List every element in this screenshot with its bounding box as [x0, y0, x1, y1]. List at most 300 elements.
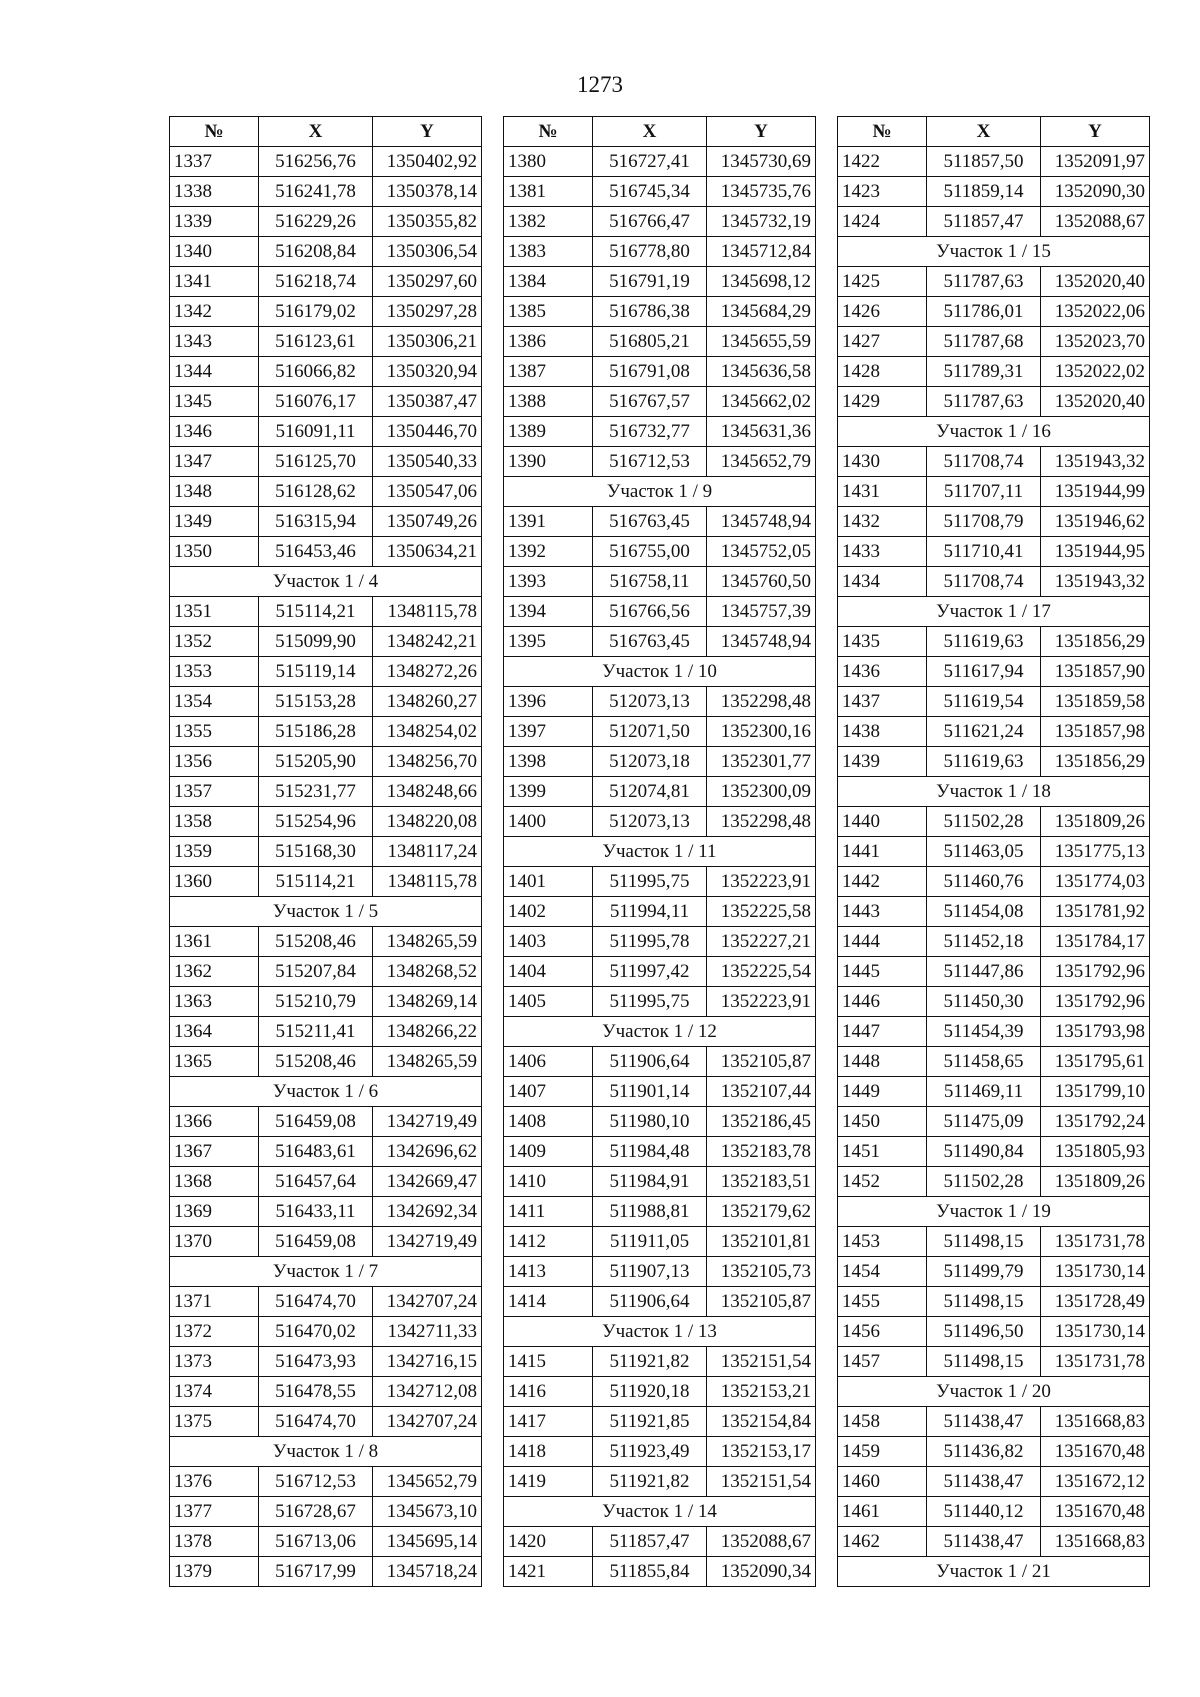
- y-coordinate: 1348254,02: [373, 717, 482, 747]
- table-row: [170, 207, 482, 237]
- table-row: [838, 717, 1150, 747]
- x-coordinate: 511901,14: [593, 1077, 707, 1107]
- y-coordinate: 1342711,33: [373, 1317, 482, 1347]
- y-coordinate: 1348115,78: [373, 867, 482, 897]
- section-title: Участок 1 / 6: [170, 1077, 482, 1107]
- y-coordinate: 1351670,48: [1041, 1497, 1150, 1527]
- y-coordinate: 1350320,94: [373, 357, 482, 387]
- y-coordinate: 1345718,24: [373, 1557, 482, 1587]
- table-row: [170, 867, 482, 897]
- x-coordinate: 516459,08: [259, 1227, 373, 1257]
- table-row: [838, 357, 1150, 387]
- table-row: [504, 1047, 816, 1077]
- table-row: [170, 1227, 482, 1257]
- y-coordinate: 1352301,77: [707, 747, 816, 777]
- y-coordinate: 1345760,50: [707, 567, 816, 597]
- point-number: 1372: [170, 1317, 259, 1347]
- table-row: [504, 447, 816, 477]
- y-coordinate: 1348269,14: [373, 987, 482, 1017]
- y-coordinate: 1352153,17: [707, 1437, 816, 1467]
- y-coordinate: 1352154,84: [707, 1407, 816, 1437]
- y-coordinate: 1351730,14: [1041, 1317, 1150, 1347]
- point-number: 1430: [838, 447, 927, 477]
- point-number: 1403: [504, 927, 593, 957]
- table-row: [504, 177, 816, 207]
- point-number: 1404: [504, 957, 593, 987]
- y-coordinate: 1351856,29: [1041, 747, 1150, 777]
- point-number: 1452: [838, 1167, 927, 1197]
- point-number: 1366: [170, 1107, 259, 1137]
- x-coordinate: 516315,94: [259, 507, 373, 537]
- y-coordinate: 1345752,05: [707, 537, 816, 567]
- table-row: [170, 1527, 482, 1557]
- point-number: 1415: [504, 1347, 593, 1377]
- y-coordinate: 1351944,99: [1041, 477, 1150, 507]
- table-row: [504, 1107, 816, 1137]
- x-coordinate: 516712,53: [259, 1467, 373, 1497]
- point-number: 1382: [504, 207, 593, 237]
- x-coordinate: 511855,84: [593, 1557, 707, 1587]
- y-coordinate: 1345652,79: [707, 447, 816, 477]
- table-row: [838, 1047, 1150, 1077]
- y-coordinate: 1342669,47: [373, 1167, 482, 1197]
- table-row: [838, 897, 1150, 927]
- section-row: [170, 1437, 482, 1467]
- table-row: [504, 297, 816, 327]
- y-coordinate: 1351859,58: [1041, 687, 1150, 717]
- x-coordinate: 516732,77: [593, 417, 707, 447]
- x-coordinate: 516478,55: [259, 1377, 373, 1407]
- y-coordinate: 1352225,58: [707, 897, 816, 927]
- x-coordinate: 511454,08: [927, 897, 1041, 927]
- y-coordinate: 1350749,26: [373, 507, 482, 537]
- y-coordinate: 1351792,96: [1041, 987, 1150, 1017]
- point-number: 1374: [170, 1377, 259, 1407]
- section-row: [838, 1197, 1150, 1227]
- table-row: [504, 927, 816, 957]
- header-number: №: [838, 117, 927, 147]
- y-coordinate: 1352151,54: [707, 1347, 816, 1377]
- table-row: [504, 687, 816, 717]
- y-coordinate: 1351944,95: [1041, 537, 1150, 567]
- y-coordinate: 1352179,62: [707, 1197, 816, 1227]
- y-coordinate: 1342719,49: [373, 1107, 482, 1137]
- x-coordinate: 515114,21: [259, 597, 373, 627]
- point-number: 1367: [170, 1137, 259, 1167]
- x-coordinate: 511997,42: [593, 957, 707, 987]
- table-row: [170, 1107, 482, 1137]
- point-number: 1371: [170, 1287, 259, 1317]
- section-row: [504, 657, 816, 687]
- y-coordinate: 1345684,29: [707, 297, 816, 327]
- header-number: №: [170, 117, 259, 147]
- table-row: [838, 507, 1150, 537]
- x-coordinate: 511617,94: [927, 657, 1041, 687]
- point-number: 1358: [170, 807, 259, 837]
- table-header-row: [504, 117, 816, 147]
- section-row: [170, 1257, 482, 1287]
- table-row: [504, 1167, 816, 1197]
- x-coordinate: 511980,10: [593, 1107, 707, 1137]
- y-coordinate: 1351792,96: [1041, 957, 1150, 987]
- y-coordinate: 1350446,70: [373, 417, 482, 447]
- table-row: [838, 477, 1150, 507]
- table-row: [838, 1137, 1150, 1167]
- x-coordinate: 511490,84: [927, 1137, 1041, 1167]
- point-number: 1425: [838, 267, 927, 297]
- section-row: [170, 567, 482, 597]
- section-row: [504, 1317, 816, 1347]
- table-row: [838, 327, 1150, 357]
- section-title: Участок 1 / 9: [504, 477, 816, 507]
- point-number: 1357: [170, 777, 259, 807]
- x-coordinate: 511857,47: [593, 1527, 707, 1557]
- y-coordinate: 1351728,49: [1041, 1287, 1150, 1317]
- y-coordinate: 1352023,70: [1041, 327, 1150, 357]
- point-number: 1443: [838, 897, 927, 927]
- point-number: 1414: [504, 1287, 593, 1317]
- y-coordinate: 1348115,78: [373, 597, 482, 627]
- table-row: [838, 267, 1150, 297]
- point-number: 1394: [504, 597, 593, 627]
- section-title: Участок 1 / 21: [838, 1557, 1150, 1587]
- section-title: Участок 1 / 19: [838, 1197, 1150, 1227]
- table-row: [170, 237, 482, 267]
- x-coordinate: 511498,15: [927, 1347, 1041, 1377]
- y-coordinate: 1352107,44: [707, 1077, 816, 1107]
- point-number: 1337: [170, 147, 259, 177]
- x-coordinate: 515119,14: [259, 657, 373, 687]
- point-number: 1359: [170, 837, 259, 867]
- point-number: 1389: [504, 417, 593, 447]
- table-row: [838, 957, 1150, 987]
- y-coordinate: 1351792,24: [1041, 1107, 1150, 1137]
- point-number: 1455: [838, 1287, 927, 1317]
- x-coordinate: 511708,79: [927, 507, 1041, 537]
- x-coordinate: 512073,13: [593, 807, 707, 837]
- y-coordinate: 1350355,82: [373, 207, 482, 237]
- x-coordinate: 516717,99: [259, 1557, 373, 1587]
- y-coordinate: 1352091,97: [1041, 147, 1150, 177]
- x-coordinate: 511857,47: [927, 207, 1041, 237]
- table-row: [504, 1287, 816, 1317]
- x-coordinate: 515211,41: [259, 1017, 373, 1047]
- y-coordinate: 1352101,81: [707, 1227, 816, 1257]
- x-coordinate: 511906,64: [593, 1287, 707, 1317]
- section-title: Участок 1 / 12: [504, 1017, 816, 1047]
- y-coordinate: 1351857,90: [1041, 657, 1150, 687]
- table-row: [504, 537, 816, 567]
- coordinates-table-2: [503, 116, 816, 1587]
- table-header-row: [838, 117, 1150, 147]
- y-coordinate: 1351943,32: [1041, 447, 1150, 477]
- x-coordinate: 516123,61: [259, 327, 373, 357]
- point-number: 1364: [170, 1017, 259, 1047]
- table-row: [170, 657, 482, 687]
- point-number: 1392: [504, 537, 593, 567]
- point-number: 1421: [504, 1557, 593, 1587]
- table-row: [504, 987, 816, 1017]
- point-number: 1386: [504, 327, 593, 357]
- section-row: [504, 1017, 816, 1047]
- point-number: 1438: [838, 717, 927, 747]
- point-number: 1461: [838, 1497, 927, 1527]
- y-coordinate: 1348242,21: [373, 627, 482, 657]
- y-coordinate: 1342707,24: [373, 1407, 482, 1437]
- table-row: [170, 747, 482, 777]
- table-row: [170, 177, 482, 207]
- y-coordinate: 1352153,21: [707, 1377, 816, 1407]
- table-row: [504, 1227, 816, 1257]
- point-number: 1416: [504, 1377, 593, 1407]
- table-row: [170, 1287, 482, 1317]
- table-row: [504, 147, 816, 177]
- header-x: X: [259, 117, 373, 147]
- y-coordinate: 1352022,06: [1041, 297, 1150, 327]
- x-coordinate: 516125,70: [259, 447, 373, 477]
- x-coordinate: 511438,47: [927, 1467, 1041, 1497]
- point-number: 1343: [170, 327, 259, 357]
- point-number: 1399: [504, 777, 593, 807]
- table-row: [504, 717, 816, 747]
- y-coordinate: 1351793,98: [1041, 1017, 1150, 1047]
- point-number: 1407: [504, 1077, 593, 1107]
- x-coordinate: 511469,11: [927, 1077, 1041, 1107]
- table-row: [170, 327, 482, 357]
- y-coordinate: 1352088,67: [1041, 207, 1150, 237]
- table-row: [504, 1257, 816, 1287]
- point-number: 1419: [504, 1467, 593, 1497]
- table-row: [170, 417, 482, 447]
- point-number: 1362: [170, 957, 259, 987]
- x-coordinate: 511988,81: [593, 1197, 707, 1227]
- table-row: [504, 777, 816, 807]
- section-title: Участок 1 / 15: [838, 237, 1150, 267]
- table-row: [504, 597, 816, 627]
- section-row: [838, 237, 1150, 267]
- y-coordinate: 1345748,94: [707, 507, 816, 537]
- x-coordinate: 516805,21: [593, 327, 707, 357]
- x-coordinate: 516179,02: [259, 297, 373, 327]
- point-number: 1391: [504, 507, 593, 537]
- y-coordinate: 1345730,69: [707, 147, 816, 177]
- point-number: 1350: [170, 537, 259, 567]
- x-coordinate: 511454,39: [927, 1017, 1041, 1047]
- table-row: [838, 177, 1150, 207]
- y-coordinate: 1342692,34: [373, 1197, 482, 1227]
- y-coordinate: 1352300,16: [707, 717, 816, 747]
- y-coordinate: 1352105,87: [707, 1047, 816, 1077]
- table-row: [838, 627, 1150, 657]
- table-row: [838, 1407, 1150, 1437]
- y-coordinate: 1348256,70: [373, 747, 482, 777]
- x-coordinate: 512071,50: [593, 717, 707, 747]
- y-coordinate: 1342696,62: [373, 1137, 482, 1167]
- header-y: Y: [373, 117, 482, 147]
- x-coordinate: 516755,00: [593, 537, 707, 567]
- table-row: [170, 537, 482, 567]
- point-number: 1344: [170, 357, 259, 387]
- x-coordinate: 516713,06: [259, 1527, 373, 1557]
- x-coordinate: 516256,76: [259, 147, 373, 177]
- section-title: Участок 1 / 14: [504, 1497, 816, 1527]
- x-coordinate: 516763,45: [593, 627, 707, 657]
- table-row: [838, 297, 1150, 327]
- x-coordinate: 511502,28: [927, 807, 1041, 837]
- table-row: [170, 147, 482, 177]
- point-number: 1373: [170, 1347, 259, 1377]
- point-number: 1440: [838, 807, 927, 837]
- y-coordinate: 1348272,26: [373, 657, 482, 687]
- table-row: [170, 837, 482, 867]
- section-title: Участок 1 / 10: [504, 657, 816, 687]
- y-coordinate: 1345636,58: [707, 357, 816, 387]
- x-coordinate: 516091,11: [259, 417, 373, 447]
- point-number: 1385: [504, 297, 593, 327]
- x-coordinate: 511496,50: [927, 1317, 1041, 1347]
- table-row: [504, 1407, 816, 1437]
- section-row: [838, 1557, 1150, 1587]
- point-number: 1376: [170, 1467, 259, 1497]
- table-row: [170, 357, 482, 387]
- header-x: X: [593, 117, 707, 147]
- table-row: [838, 747, 1150, 777]
- point-number: 1375: [170, 1407, 259, 1437]
- x-coordinate: 516076,17: [259, 387, 373, 417]
- point-number: 1361: [170, 927, 259, 957]
- table-row: [838, 927, 1150, 957]
- table-row: [170, 1137, 482, 1167]
- x-coordinate: 511786,01: [927, 297, 1041, 327]
- x-coordinate: 511440,12: [927, 1497, 1041, 1527]
- y-coordinate: 1352183,51: [707, 1167, 816, 1197]
- y-coordinate: 1345712,84: [707, 237, 816, 267]
- y-coordinate: 1348266,22: [373, 1017, 482, 1047]
- point-number: 1368: [170, 1167, 259, 1197]
- table-row: [504, 1437, 816, 1467]
- x-coordinate: 512073,13: [593, 687, 707, 717]
- point-number: 1363: [170, 987, 259, 1017]
- y-coordinate: 1352105,87: [707, 1287, 816, 1317]
- x-coordinate: 515231,77: [259, 777, 373, 807]
- point-number: 1453: [838, 1227, 927, 1257]
- x-coordinate: 516457,64: [259, 1167, 373, 1197]
- y-coordinate: 1348265,59: [373, 1047, 482, 1077]
- point-number: 1451: [838, 1137, 927, 1167]
- y-coordinate: 1352300,09: [707, 777, 816, 807]
- y-coordinate: 1351670,48: [1041, 1437, 1150, 1467]
- y-coordinate: 1345735,76: [707, 177, 816, 207]
- section-title: Участок 1 / 13: [504, 1317, 816, 1347]
- y-coordinate: 1351731,78: [1041, 1227, 1150, 1257]
- x-coordinate: 516473,93: [259, 1347, 373, 1377]
- point-number: 1427: [838, 327, 927, 357]
- table-header-row: [170, 117, 482, 147]
- y-coordinate: 1351730,14: [1041, 1257, 1150, 1287]
- y-coordinate: 1352225,54: [707, 957, 816, 987]
- point-number: 1400: [504, 807, 593, 837]
- table-row: [170, 1557, 482, 1587]
- point-number: 1439: [838, 747, 927, 777]
- x-coordinate: 511995,78: [593, 927, 707, 957]
- point-number: 1454: [838, 1257, 927, 1287]
- point-number: 1456: [838, 1317, 927, 1347]
- x-coordinate: 515099,90: [259, 627, 373, 657]
- x-coordinate: 515114,21: [259, 867, 373, 897]
- y-coordinate: 1351795,61: [1041, 1047, 1150, 1077]
- table-row: [504, 1077, 816, 1107]
- point-number: 1422: [838, 147, 927, 177]
- table-row: [170, 957, 482, 987]
- table-row: [170, 687, 482, 717]
- point-number: 1352: [170, 627, 259, 657]
- point-number: 1395: [504, 627, 593, 657]
- table-row: [170, 447, 482, 477]
- x-coordinate: 516791,19: [593, 267, 707, 297]
- x-coordinate: 511710,41: [927, 537, 1041, 567]
- x-coordinate: 516453,46: [259, 537, 373, 567]
- x-coordinate: 516763,45: [593, 507, 707, 537]
- point-number: 1409: [504, 1137, 593, 1167]
- point-number: 1369: [170, 1197, 259, 1227]
- y-coordinate: 1345698,12: [707, 267, 816, 297]
- table-row: [170, 477, 482, 507]
- table-row: [838, 1317, 1150, 1347]
- point-number: 1462: [838, 1527, 927, 1557]
- x-coordinate: 511438,47: [927, 1407, 1041, 1437]
- y-coordinate: 1345662,02: [707, 387, 816, 417]
- y-coordinate: 1348117,24: [373, 837, 482, 867]
- point-number: 1429: [838, 387, 927, 417]
- table-row: [170, 807, 482, 837]
- table-row: [170, 1197, 482, 1227]
- table-row: [504, 1467, 816, 1497]
- y-coordinate: 1352090,30: [1041, 177, 1150, 207]
- coordinates-table-3: [837, 116, 1150, 1587]
- point-number: 1428: [838, 357, 927, 387]
- point-number: 1418: [504, 1437, 593, 1467]
- x-coordinate: 511458,65: [927, 1047, 1041, 1077]
- x-coordinate: 516791,08: [593, 357, 707, 387]
- table-row: [504, 1347, 816, 1377]
- y-coordinate: 1345655,59: [707, 327, 816, 357]
- table-row: [504, 507, 816, 537]
- table-row: [170, 597, 482, 627]
- x-coordinate: 511460,76: [927, 867, 1041, 897]
- section-row: [838, 597, 1150, 627]
- y-coordinate: 1351946,62: [1041, 507, 1150, 537]
- point-number: 1370: [170, 1227, 259, 1257]
- x-coordinate: 511619,54: [927, 687, 1041, 717]
- table-row: [170, 927, 482, 957]
- section-row: [504, 1497, 816, 1527]
- point-number: 1398: [504, 747, 593, 777]
- x-coordinate: 511708,74: [927, 567, 1041, 597]
- y-coordinate: 1345631,36: [707, 417, 816, 447]
- x-coordinate: 516474,70: [259, 1287, 373, 1317]
- point-number: 1432: [838, 507, 927, 537]
- table-row: [504, 747, 816, 777]
- y-coordinate: 1345652,79: [373, 1467, 482, 1497]
- x-coordinate: 511920,18: [593, 1377, 707, 1407]
- y-coordinate: 1350297,28: [373, 297, 482, 327]
- y-coordinate: 1352020,40: [1041, 387, 1150, 417]
- x-coordinate: 515153,28: [259, 687, 373, 717]
- section-title: Участок 1 / 7: [170, 1257, 482, 1287]
- table-row: [838, 1287, 1150, 1317]
- y-coordinate: 1352227,21: [707, 927, 816, 957]
- y-coordinate: 1351668,83: [1041, 1527, 1150, 1557]
